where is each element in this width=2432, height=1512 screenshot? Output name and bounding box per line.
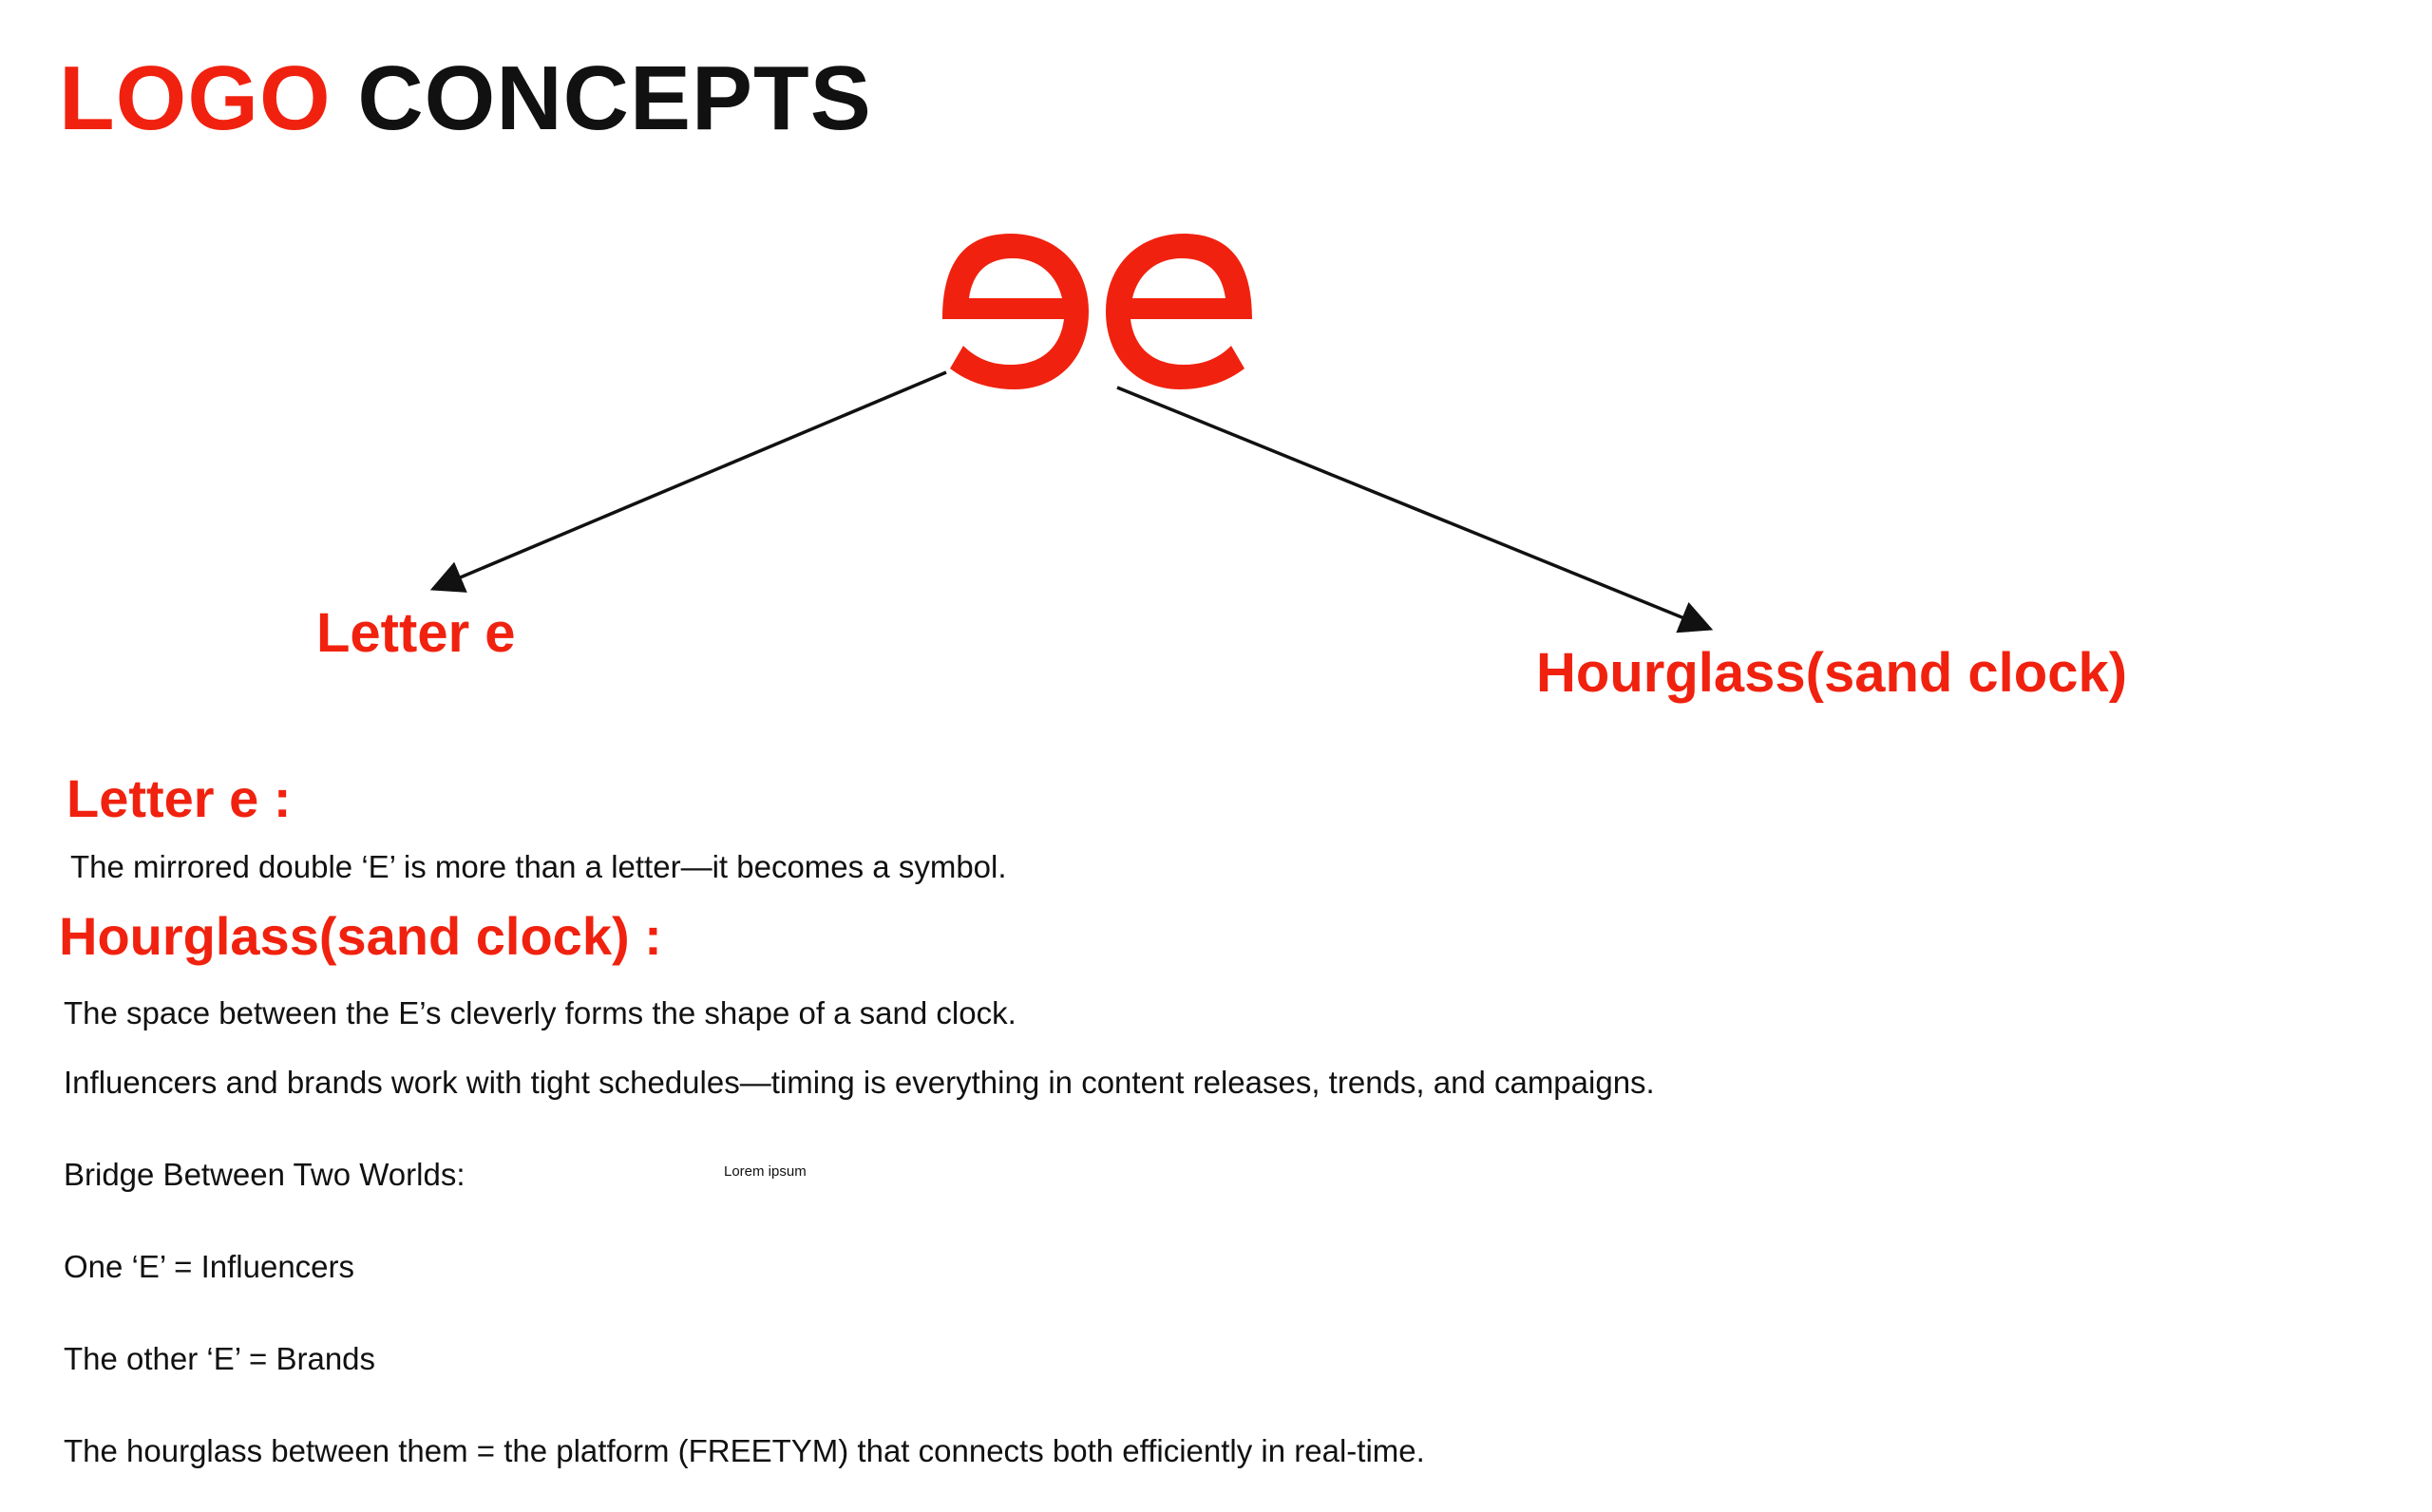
section-heading-bridge: Bridge Between Two Worlds:	[64, 1157, 466, 1192]
logo-right-e-icon	[1104, 202, 1260, 389]
section-text-hourglass-2: Influencers and brands work with tight schedules—timing is everything in content releases, trends, and campaigns.	[64, 1065, 1655, 1100]
page-title-accent: LOGO	[59, 47, 332, 149]
diagram-label-letter-e: Letter e	[316, 602, 516, 664]
section-text-hourglass-1: The space between the E’s cleverly forms the shape of a sand clock.	[64, 995, 1016, 1030]
page-title-rest: CONCEPTS	[357, 47, 872, 149]
bridge-item-brands: The other ‘E’ = Brands	[64, 1341, 376, 1376]
placeholder-text: Lorem ipsum	[724, 1163, 807, 1180]
diagram-label-hourglass: Hourglass(sand clock)	[1536, 642, 2128, 704]
logo-left-e-icon	[942, 234, 1089, 389]
arrow-to-letter-e	[433, 372, 946, 589]
bridge-item-influencers: One ‘E’ = Influencers	[64, 1249, 355, 1284]
section-text-letter-e: The mirrored double ‘E’ is more than a letter—it becomes a symbol.	[70, 849, 1007, 884]
bridge-item-platform: The hourglass between them = the platform (FREETYM) that connects both efficiently in real-time.	[64, 1433, 1425, 1468]
section-heading-hourglass: Hourglass(sand clock) :	[59, 906, 662, 966]
arrow-to-hourglass	[1117, 387, 1710, 629]
section-heading-letter-e: Letter e :	[66, 768, 292, 828]
